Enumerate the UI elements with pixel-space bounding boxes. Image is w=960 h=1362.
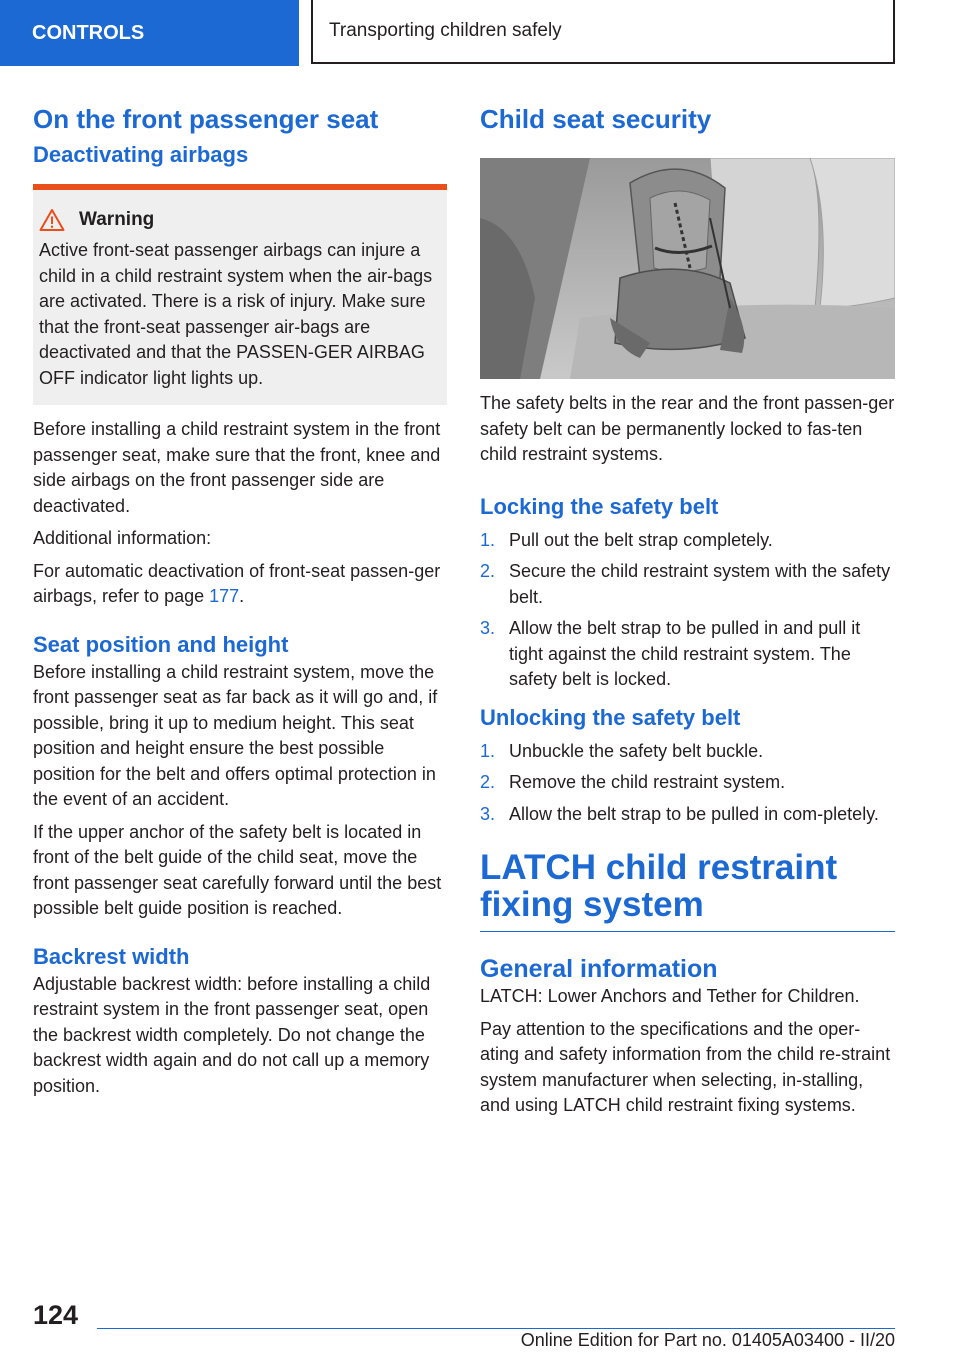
step-number: 3. — [480, 618, 496, 638]
general-information-heading: General information — [480, 955, 718, 983]
warning-title: Warning — [79, 209, 155, 230]
locking-belt-heading: Locking the safety belt — [480, 493, 719, 519]
warning-triangle-icon — [39, 208, 65, 232]
step-text: Allow the belt strap to be pulled in and pull it tight against the child restraint system. The safety belt is locked. — [509, 618, 861, 689]
child-seat-security-intro: The safety belts in the rear and the front passen-ger safety belt can be permanently locked to fas-ten child restraint systems. — [480, 393, 895, 464]
step-number: 1. — [480, 529, 496, 550]
page-reference-link[interactable]: 177 — [209, 586, 240, 606]
step-number: 2. — [480, 561, 496, 581]
list-item — [480, 559, 895, 610]
step-text: Unbuckle the safety belt buckle. — [509, 740, 764, 761]
step-number: 3. — [480, 803, 496, 824]
footer-edition: Online Edition for Part no. 01405A03400 - II/20 — [520, 1330, 895, 1350]
section-tab — [0, 0, 299, 66]
step-number: 2. — [480, 772, 496, 792]
step-text: Pull out the belt strap completely. — [509, 529, 773, 550]
upper-anchor-paragraph: If the upper anchor of the safety belt is located in front of the belt guide of the child seat, move the front passenger seat carefully forward until the best possible belt guide position is reached. — [33, 821, 442, 918]
latch-definition-paragraph: LATCH: Lower Anchors and Tether for Children. — [480, 986, 860, 1006]
warning-text: Active front-seat passenger airbags can injure a child in a child restraint system when the air-bags are activated. There is a risk of injury. Make sure that the front-seat passenger air-bags are deactivated and that the PASSEN-GER AIRBAG OFF indicator light lights up. — [39, 240, 433, 388]
deactivating-airbags-heading: Deactivating airbags — [33, 142, 249, 167]
automatic-deactivation-text: For automatic deactivation of front-seat passen-ger airbags, refer to page — [33, 560, 441, 606]
list-item — [480, 528, 895, 554]
page-number: 124 — [33, 1300, 79, 1330]
step-text: Secure the child restraint system with the safety belt. — [509, 561, 891, 607]
step-number: 1. — [480, 740, 496, 761]
seat-position-paragraph: Before installing a child restraint system, move the front passenger seat as far back as it will go and, if possible, bring it up to medium height. This seat position and height ensure the best possible position for the belt and offers optimal protection in the event of an accident. — [33, 661, 438, 809]
unlocking-belt-heading: Unlocking the safety belt — [480, 704, 741, 730]
section-label: CONTROLS — [32, 21, 145, 44]
unlocking-steps-list — [480, 739, 895, 828]
list-item — [480, 616, 895, 693]
list-item — [480, 739, 895, 765]
warning-box — [33, 184, 447, 405]
automatic-deactivation-paragraph — [33, 559, 447, 610]
child-seat-security-heading: Child seat security — [480, 104, 712, 134]
front-seat-heading: On the front passenger seat — [33, 104, 379, 134]
backrest-width-paragraph: Adjustable backrest width: before installing a child restraint system in the front passenger seat, open the backrest width completely. Do not change the backrest width again and do not call up a memory position. — [33, 973, 431, 1096]
seat-position-heading: Seat position and height — [33, 631, 289, 657]
child-seat-illustration — [480, 158, 895, 379]
list-item — [480, 802, 895, 828]
before-installing-paragraph: Before installing a child restraint system in the front passenger seat, make sure that the front, knee and side airbags on the front passenger side are deactivated. — [33, 419, 441, 516]
footer-divider — [97, 1328, 895, 1329]
additional-info-label: Additional information: — [33, 528, 212, 548]
latch-instructions-paragraph: Pay attention to the specifications and the oper-ating and safety information from the child re-straint system manufacturer when selecting, in-stalling, and using LATCH child restraint fixing systems. — [480, 1018, 891, 1115]
left-column — [33, 100, 447, 1099]
warning-header — [39, 208, 439, 232]
chapter-title: Transporting children safely — [329, 20, 562, 41]
step-text: Remove the child restraint system. — [509, 772, 786, 792]
locking-steps-list — [480, 528, 895, 693]
period: . — [239, 586, 245, 606]
right-column — [480, 100, 895, 1119]
list-item — [480, 770, 895, 796]
chapter-header — [311, 0, 895, 64]
latch-system-heading: LATCH child restraint fixing system — [480, 849, 895, 932]
step-text: Allow the belt strap to be pulled in com-pletely. — [509, 803, 879, 824]
backrest-width-heading: Backrest width — [33, 943, 190, 969]
